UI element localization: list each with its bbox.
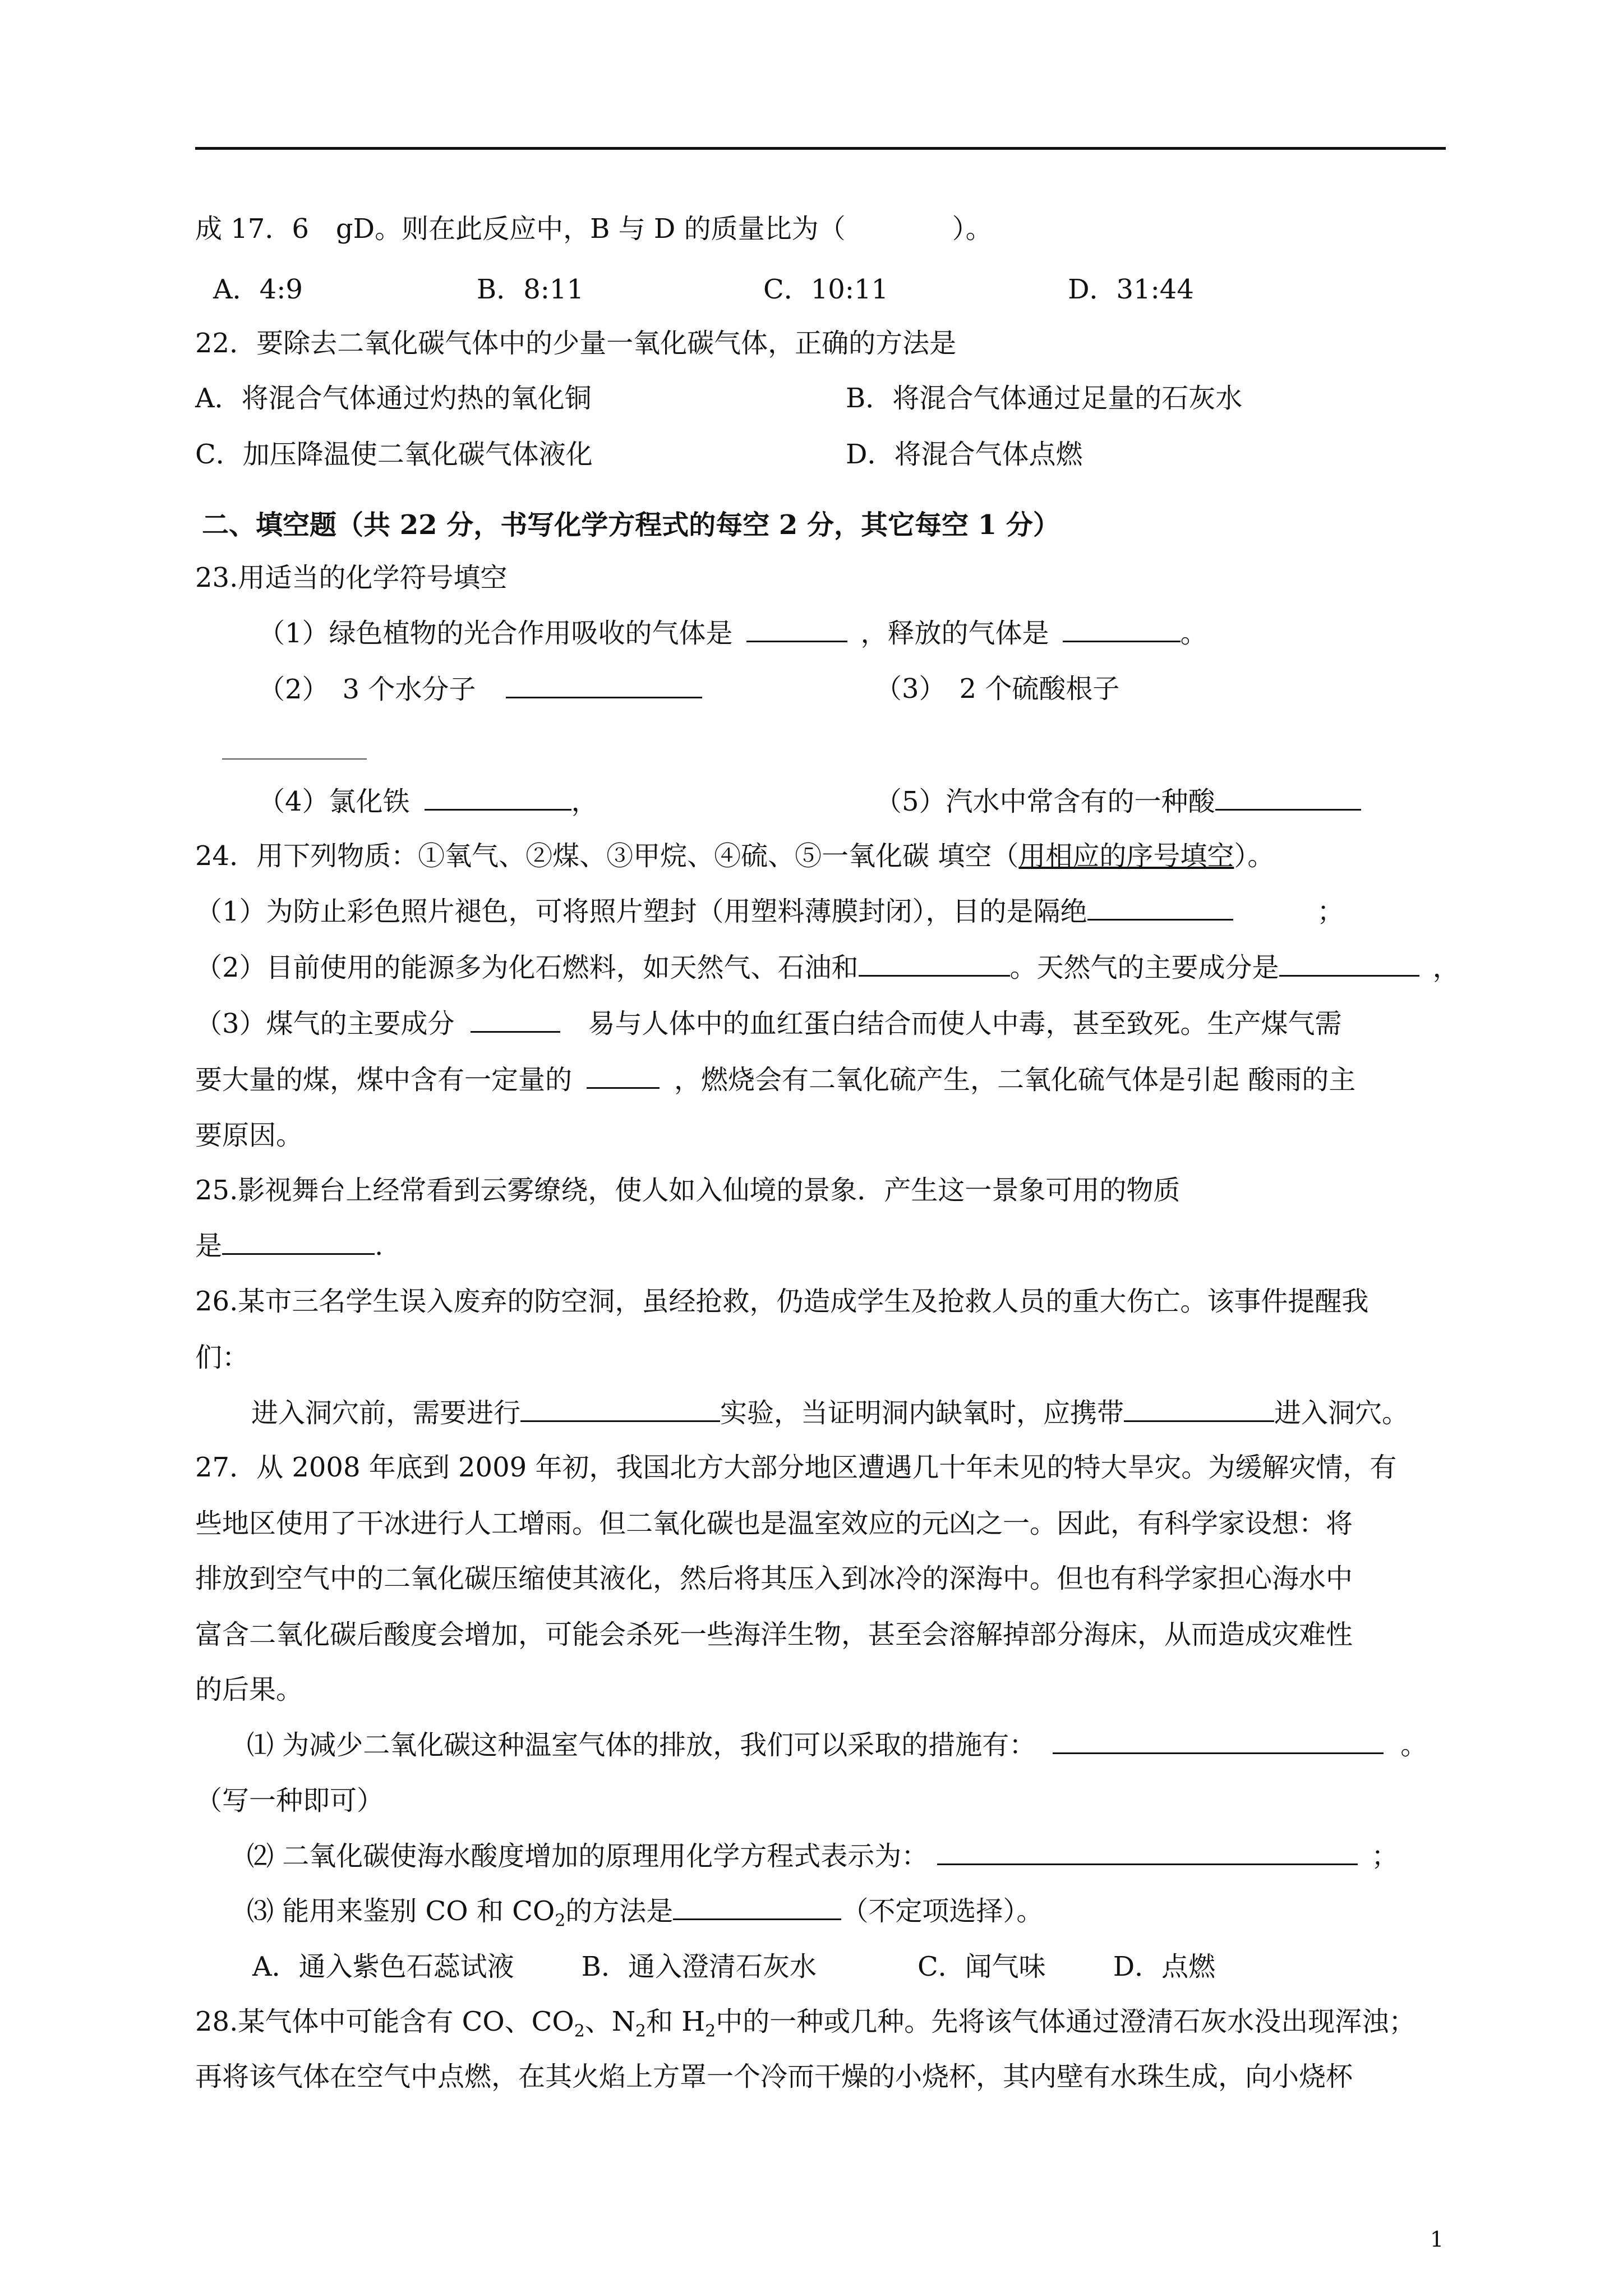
q21-continuation: 成 17．6 gD。则在此反应中，B 与 D 的质量比为（ ）。 (195, 213, 993, 245)
q21-option-d: D．31:44 (1068, 274, 1194, 305)
q21-option-b: B．8:11 (476, 274, 584, 305)
answer-blank[interactable] (673, 1894, 841, 1920)
q25-answer: 是 . (195, 1228, 383, 1262)
answer-blank[interactable] (506, 672, 702, 698)
q28-line-1: 28.某气体中可能含有 CO、$CO_2$、$N_2$和 $H_2$中的一种或几种。先将该气体通过澄清石灰水没出现浑浊； (195, 2006, 1416, 2041)
q26-stem: 26.某市三名学生误入废弃的防空洞，虽经抢救，仍造成学生及抢救人员的重大伤亡。该事件提醒我 (195, 1286, 1369, 1317)
answer-blank[interactable] (1124, 1396, 1274, 1422)
q25-stem: 25.影视舞台上经常看到云雾缭绕，使人如入仙境的景象．产生这一景象可用的物质 (195, 1175, 1181, 1206)
q21-options (213, 273, 1194, 306)
q27-item-2: ⑵ 二氧化碳使海水酸度增加的原理用化学方程式表示为： ； (247, 1839, 1398, 1872)
q24-item-3-cont: 要大量的煤，煤中含有一定量的 ，燃烧会有二氧化硫产生，二氧化硫气体是引起 酸雨的主 (195, 1062, 1355, 1096)
answer-blank[interactable] (587, 1062, 660, 1089)
q27-item-1: ⑴ 为减少二氧化碳这种温室气体的排放，我们可以采取的措施有： 。 (247, 1728, 1427, 1761)
answer-blank[interactable] (1087, 894, 1233, 921)
answer-blank[interactable] (1215, 784, 1361, 811)
answer-blank[interactable] (425, 784, 571, 811)
q27-line-5: 的后果。 (195, 1674, 303, 1705)
page-number: 1 (1430, 2227, 1444, 2252)
q23-item-1: （1）绿色植物的光合作用吸收的气体是 ，释放的气体是 。 (258, 616, 1207, 650)
q22-option-b: B．将混合气体通过足量的石灰水 (846, 383, 1243, 414)
q24-item-1: （1）为防止彩色照片褪色，可将照片塑封（用塑料薄膜封闭），目的是隔绝 ； (195, 894, 1344, 928)
answer-blank[interactable] (746, 616, 847, 642)
q23-item-3: （3） 2 个硫酸根子 (875, 673, 1120, 705)
answer-blank[interactable] (937, 1839, 1358, 1865)
q21-option-c: C．10:11 (763, 274, 889, 305)
q24-stem: 24．用下列物质：①氧气、②煤、③甲烷、④硫、⑤一氧化碳 填空（用相应的序号填空）。 (195, 840, 1275, 872)
q27-line-1: 27．从 2008 年底到 2009 年初，我国北方大部分地区遭遇几十年未见的特大旱灾。为缓解灾情，有 (195, 1452, 1397, 1483)
q24-item-3: （3）煤气的主要成分 易与人体中的血红蛋白结合而使人中毒，甚至致死。生产煤气需 (195, 1006, 1342, 1040)
q21-option-a: A．4:9 (213, 274, 303, 305)
answer-blank[interactable] (222, 1228, 375, 1255)
q27-option-c: C．闻气味 (917, 1951, 1046, 1982)
answer-blank[interactable] (1279, 950, 1419, 977)
q28-line-2: 再将该气体在空气中点燃，在其火焰上方罩一个冷而干燥的小烧杯，其内壁有水珠生成，向小烧杯 (195, 2061, 1353, 2092)
q27-item-1-note: （写一种即可） (195, 1785, 384, 1816)
section-heading: 二、填空题（共 22 分，书写化学方程式的每空 2 分，其它每空 1 分） (202, 509, 1060, 541)
q26-item: 进入洞穴前，需要进行 实验，当证明洞内缺氧时，应携带 进入洞穴。 (251, 1396, 1409, 1429)
q22-stem: 22．要除去二氧化碳气体中的少量一氧化碳气体，正确的方法是 (195, 328, 957, 359)
answer-blank[interactable] (1063, 616, 1181, 642)
answer-blank[interactable] (859, 950, 1010, 977)
q27-option-a: A．通入紫色石蕊试液 (252, 1951, 514, 1982)
q23-item-5: （5）汽水中常含有的一种酸 (875, 784, 1361, 818)
q27-line-2: 些地区使用了干冰进行人工增雨。但二氧化碳也是温室效应的元凶之一。因此，有科学家设想：将 (195, 1508, 1353, 1539)
q27-option-b: B．通入澄清石灰水 (581, 1951, 817, 1982)
q26-stem-cont: 们： (195, 1342, 250, 1373)
q27-option-d: D．点燃 (1113, 1951, 1216, 1982)
header-rule (195, 147, 1446, 150)
answer-blank-short[interactable] (222, 758, 367, 760)
q27-line-3: 排放到空气中的二氧化碳压缩使其液化，然后将其压入到冰冷的深海中。但也有科学家担心海水中 (195, 1563, 1353, 1594)
q27-options (252, 1950, 1215, 1984)
q23-stem: 23.用适当的化学符号填空 (195, 562, 508, 593)
q27-line-4: 富含二氧化碳后酸度会增加，可能会杀死一些海洋生物，甚至会溶解掉部分海床，从而造成灾难性 (195, 1619, 1353, 1650)
q24-item-2: （2）目前使用的能源多为化石燃料，如天然气、石油和 。天然气的主要成分是 ， (195, 950, 1460, 984)
q22-option-c: C．加压降温使二氧化碳气体液化 (195, 439, 593, 470)
answer-blank[interactable] (520, 1396, 720, 1422)
q23-item-2: （2） 3 个水分子 (258, 672, 702, 706)
q22-option-a: A．将混合气体通过灼热的氧化铜 (195, 383, 592, 414)
q22-option-d: D．将混合气体点燃 (846, 439, 1083, 470)
q23-item-4: （4）氯化铁 ， (258, 784, 598, 818)
answer-blank[interactable] (1053, 1728, 1384, 1754)
q27-item-3: ⑶ 能用来鉴别 CO 和 $CO_2$的方法是 （不定项选择）。 (247, 1894, 1043, 1927)
q24-item-3-end: 要原因。 (195, 1120, 303, 1151)
answer-blank[interactable] (471, 1006, 560, 1033)
